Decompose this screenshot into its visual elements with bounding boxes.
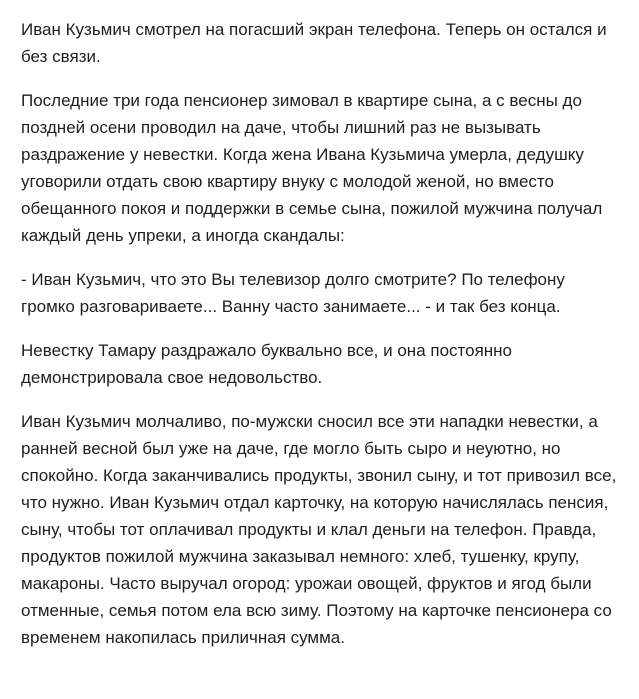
paragraph-2: Последние три года пенсионер зимовал в квартире сына, а с весны до поздней осени проводил на даче, чтобы лишний раз не вызывать раздражение у невестки. Когда жена Ивана Кузьмича умерла, дедушку уговорили отдать свою квартиру внуку с молодой женой, но вместо обещанного покоя и поддержки в семье сына, пожилой мужчина получал каждый день упреки, а иногда скандалы: xyxy=(21,91,603,245)
paragraph-5: Иван Кузьмич молчаливо, по-мужски сносил все эти нападки невестки, а ранней весной был уже на даче, где могло быть сыро и неуютно, но спокойно. Когда заканчивались продукты, звонил сыну, и тот привозил все, что нужно. Иван Кузьмич отдал карточку, на которую начислялась пенсия, сыну, чтобы тот оплачивал продукты и клал деньги на телефон. Правда, продуктов пожилой мужчина заказывал немного: хлеб, тушенку, крупу, макароны. Часто выручал огород: урожаи овощей, фруктов и ягод были отменные, семья потом ела всю зиму. Поэтому на карточке пенсионера со временем накопилась приличная сумма. xyxy=(21,412,617,647)
paragraph-1: Иван Кузьмич смотрел на погасший экран телефона. Теперь он остался и без связи. xyxy=(21,20,607,66)
paragraph-3: - Иван Кузьмич, что это Вы телевизор долго смотрите? По телефону громко разговариваете... Ванну часто занимаете... - и так без конца. xyxy=(21,270,565,316)
paragraph-4: Невестку Тамару раздражало буквально все, и она постоянно демонстрировала свое недовольство. xyxy=(21,341,513,387)
